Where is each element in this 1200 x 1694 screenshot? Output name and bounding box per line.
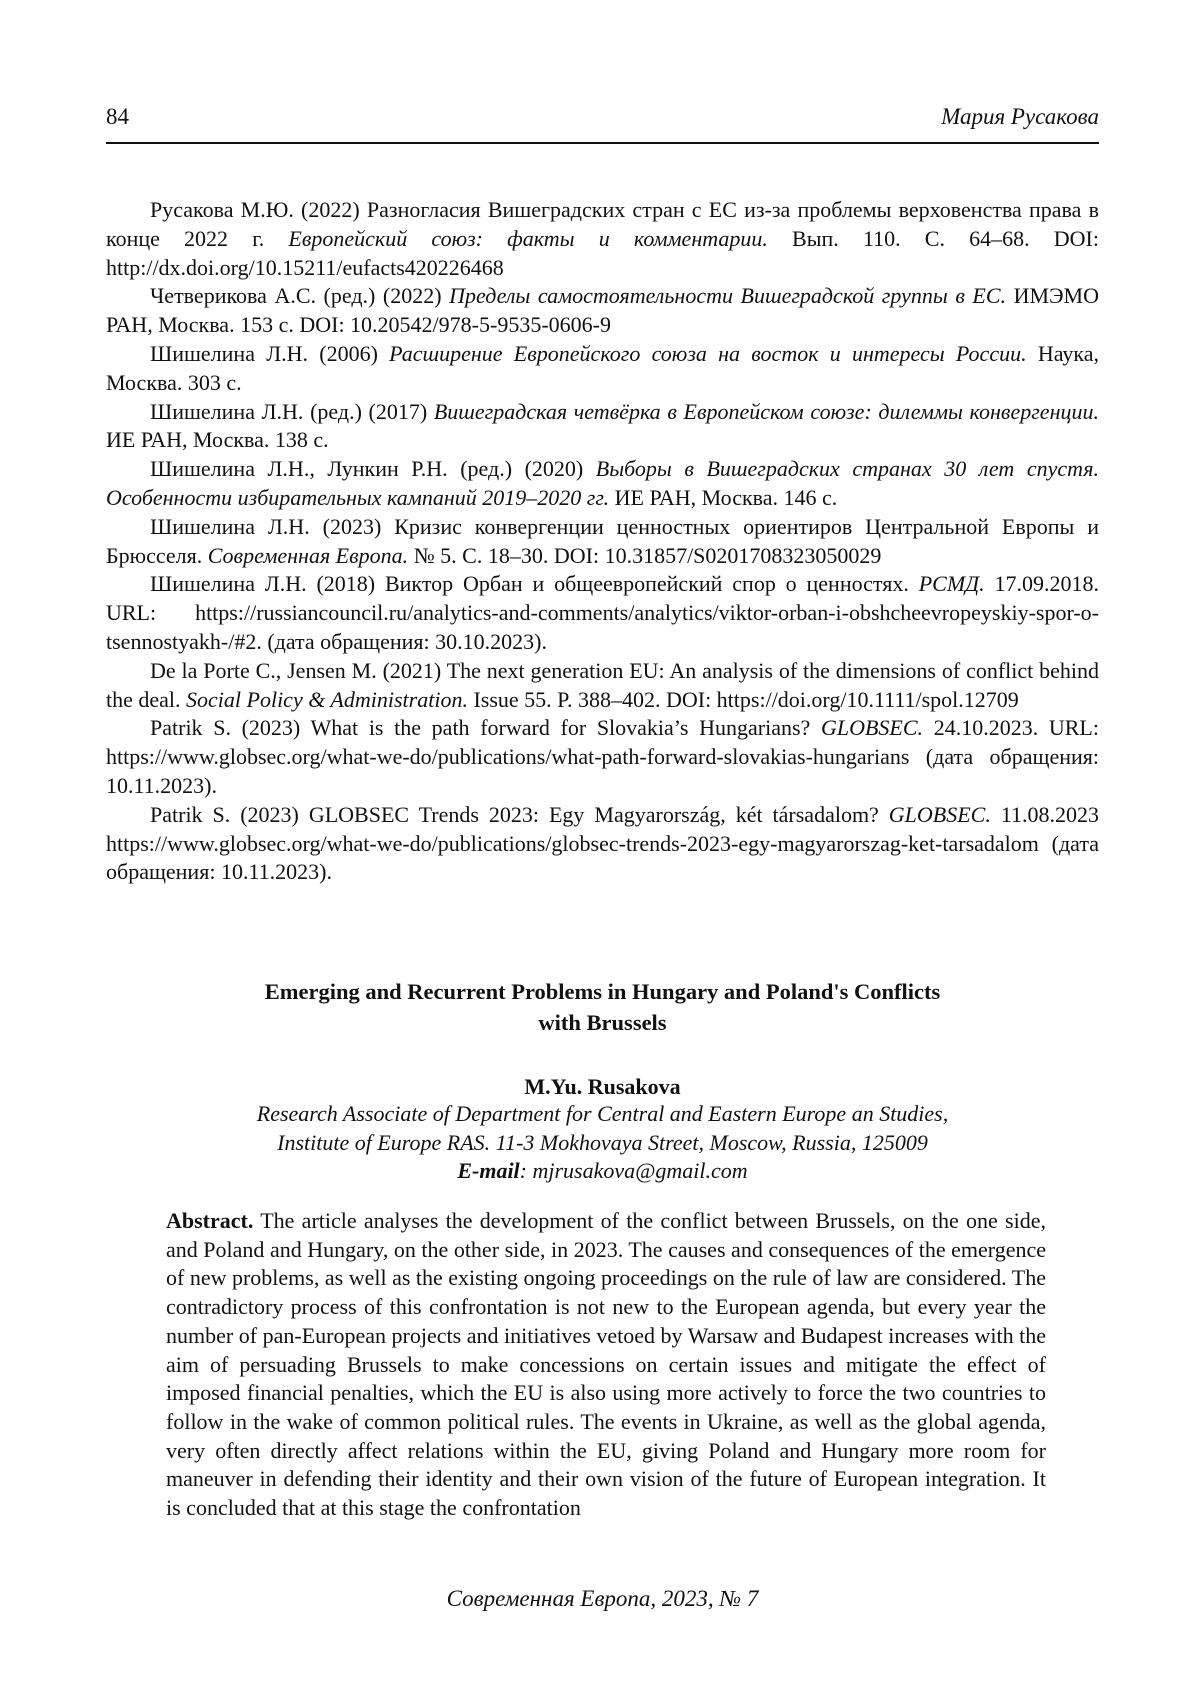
page-number: 84 [106, 104, 129, 129]
journal-footer: Современная Европа, 2023, № 7 [446, 1586, 759, 1611]
reference-item: Patrik S. (2023) GLOBSEC Trends 2023: Egy Magyarország, két társadalom? GLOBSEC. 11.08.2023 https://www.globsec.org/what-we-do/publications/globsec-trends-2023-egy-magyarorszag-ket-tarsadalom (дата обращения: 10.11.2023). [106, 801, 1100, 885]
author-affiliation [106, 1100, 1099, 1186]
reference-item: Русакова М.Ю. (2022) Разногласия Вишеградских стран с ЕС из-за проблемы верховенства права в конце 2022 г. Европейский союз: факты и комментарии. Вып. 110. С. 64–68. DOI: http://dx.doi.org/10.15211/eufacts420226468 [106, 197, 1099, 280]
reference-item: Шишелина Л.Н. (2006) Расширение Европейского союза на восток и интересы России. Наука, Москва. 303 с. [106, 340, 1099, 395]
affiliation-line-2: Institute of Europe RAS. 11-3 Mokhovaya Street, Moscow, Russia, 125009 [277, 1129, 928, 1155]
article-title-line-2: with Brussels [538, 1010, 667, 1035]
running-header-author: Мария Русакова [941, 104, 1099, 129]
reference-item: De la Porte C., Jensen M. (2021) The next generation EU: An analysis of the dimensions of conflict behind the deal. Social Policy & Administration. Issue 55. P. 388–402. DOI: https://doi.org/10.1111/spol.12709 [106, 657, 1099, 712]
reference-item: Шишелина Л.Н. (2023) Кризис конвергенции ценностных ориентиров Центральной Европы и Брюсселя. Современная Европа. № 5. С. 18–30. DOI: 10.31857/S0201708323050029 [106, 513, 1099, 568]
article-author: M.Yu. Rusakova [524, 1074, 681, 1099]
running-header [106, 104, 1099, 144]
author-email [106, 1157, 1099, 1186]
affiliation-line-1: Research Associate of Department for Central and Eastern Europe an Studies, [256, 1101, 949, 1126]
abstract-text: The article analyses the development of the conflict between Brussels, on the one side, and Poland and Hungary, on the other side, in 2023. The causes and consequences of the emergence of new problems, as well as the existing ongoing proceedings on the rule of law are considered. The contradictory process of this confrontation is not new to the European agenda, but every year the number of pan-European projects and initiatives vetoed by Warsaw and Budapest increases with the aim of persuading Brussels to make concessions on certain issues and mitigate the effect of imposed financial penalties, which the EU is also using more actively to force the two countries to follow in the wake of common political rules. The events in Ukraine, as well as the global agenda, very often directly affect relations within the EU, giving Poland and Hungary more room for maneuver in defending their identity and their own vision of the future of European integration. It is concluded that at this stage the confrontation [166, 1208, 1046, 1521]
reference-item: Шишелина Л.Н., Лункин Р.Н. (ред.) (2020) Выборы в Вишеградских странах 30 лет спустя. Особенности избирательных кампаний 2019–2020 гг. ИЕ РАН, Москва. 146 с. [106, 456, 1100, 510]
article-title [106, 976, 1099, 1038]
reference-item: Шишелина Л.Н. (2018) Виктор Орбан и общеевропейский спор о ценностях. РСМД. 17.09.2018. URL: https://russiancouncil.ru/analytics-and-comments/analytics/viktor-orban-i-obshcheevropeyskiy-spor-o-tsennostyakh-/#2. (дата обращения: 30.10.2023). [106, 571, 1100, 654]
article-title-line-1: Emerging and Recurrent Problems in Hungary and Poland's Conflicts [264, 979, 941, 1004]
email-value: : mjrusakova@gmail.com [519, 1158, 748, 1183]
abstract-label: Abstract. [166, 1208, 254, 1233]
abstract [166, 1207, 1046, 1523]
reference-item: Patrik S. (2023) What is the path forward for Slovakia’s Hungarians? GLOBSEC. 24.10.2023. URL: https://www.globsec.org/what-we-do/publications/what-path-forward-slovakias-hungarians (дата обращения: 10.11.2023). [106, 715, 1099, 798]
reference-item: Четверикова А.С. (ред.) (2022) Пределы самостоятельности Вишеградской группы в ЕС. ИМЭМО РАН, Москва. 153 с. DOI: 10.20542/978-5-9535-0606-9 [106, 283, 1099, 338]
header-divider [106, 142, 1099, 144]
email-label: E-mail [457, 1158, 520, 1183]
reference-list [106, 196, 1099, 887]
reference-item: Шишелина Л.Н. (ред.) (2017) Вишеградская четвёрка в Европейском союзе: дилеммы конвергенции. ИЕ РАН, Москва. 138 с. [106, 398, 1099, 453]
